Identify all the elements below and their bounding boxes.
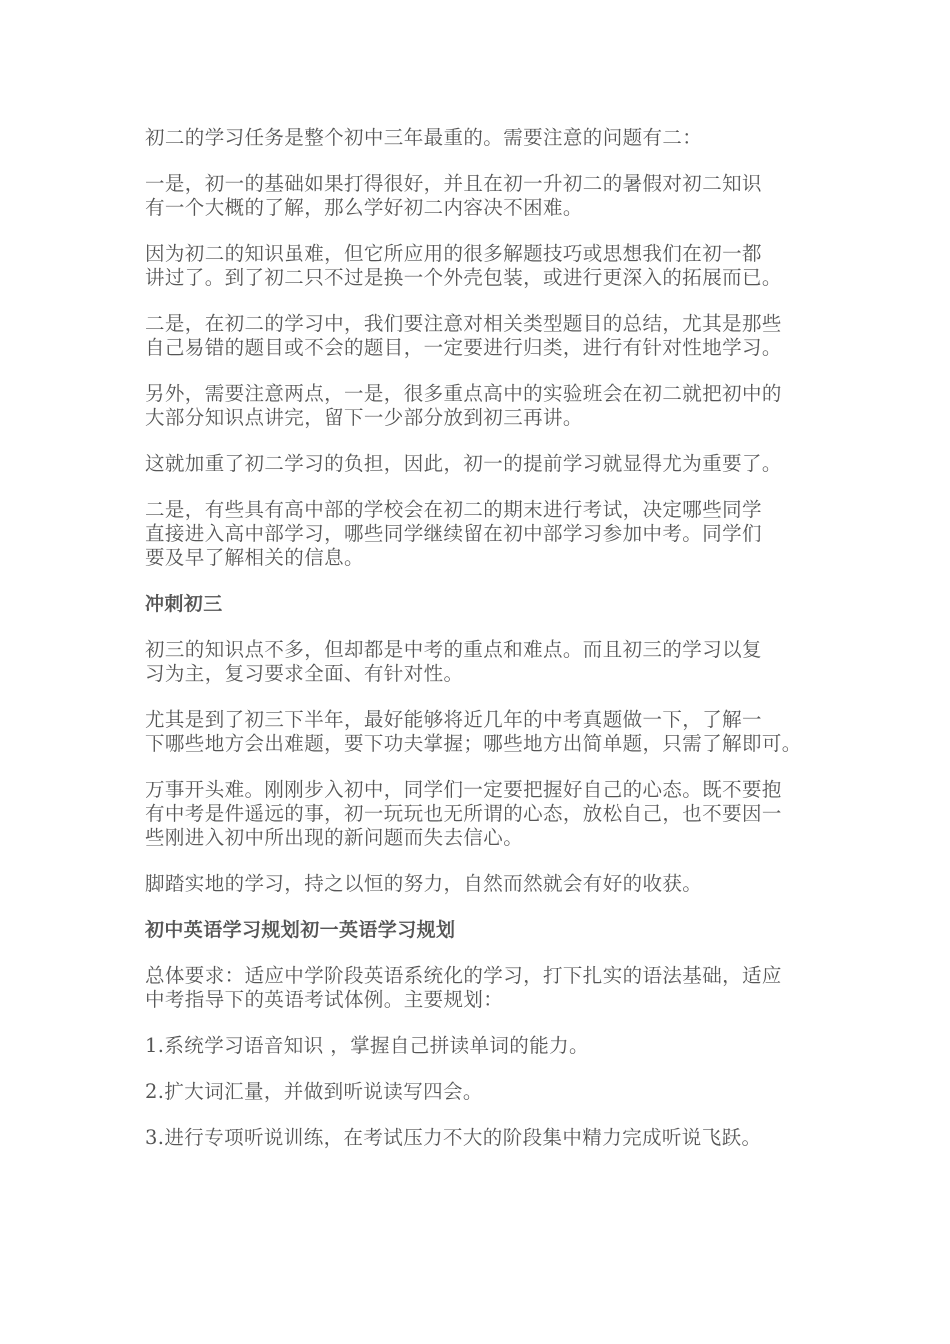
text-line: 3.进行专项听说训练，在考试压力不大的阶段集中精力完成听说飞跃。 <box>145 1126 762 1149</box>
text-line: 有一个大概的了解，那么学好初二内容决不困难。 <box>145 196 583 219</box>
paragraph <box>145 708 815 756</box>
text-line: 2.扩大词汇量，并做到听说读写四会。 <box>145 1080 483 1103</box>
text-line: 要及早了解相关的信息。 <box>145 546 364 569</box>
text-line: 讲过了。到了初二只不过是换一个外壳包装，或进行更深入的拓展而已。 <box>145 266 782 289</box>
text-line: 初二的学习任务是整个初中三年最重的。需要注意的问题有二： <box>145 126 703 149</box>
paragraph <box>145 172 815 220</box>
text-line: 1.系统学习语音知识 ，掌握自己拼读单词的能力。 <box>145 1034 589 1057</box>
text-line: 另外，需要注意两点，一是，很多重点高中的实验班会在初二就把初中的 <box>145 382 782 405</box>
text-line: 有中考是件遥远的事，初一玩玩也无所谓的心态，放松自己，也不要因一 <box>145 802 782 825</box>
text-line: 初三的知识点不多，但却都是中考的重点和难点。而且初三的学习以复 <box>145 638 762 661</box>
text-line: 自己易错的题目或不会的题目，一定要进行归类，进行有针对性地学习。 <box>145 336 782 359</box>
document-body <box>145 126 815 1172</box>
text-line: 大部分知识点讲完，留下一少部分放到初三再讲。 <box>145 406 583 429</box>
paragraph <box>145 452 815 476</box>
paragraph <box>145 964 815 1012</box>
text-line: 脚踏实地的学习，持之以恒的努力，自然而然就会有好的收获。 <box>145 872 703 895</box>
text-line: 下哪些地方会出难题，要下功夫掌握；哪些地方出简单题，只需了解即可。 <box>145 732 802 755</box>
paragraph <box>145 498 815 570</box>
paragraph <box>145 638 815 686</box>
section-heading: 初中英语学习规划初一英语学习规划 <box>145 919 456 941</box>
paragraph <box>145 872 815 896</box>
list-item <box>145 1126 815 1150</box>
text-line: 因为初二的知识虽难，但它所应用的很多解题技巧或思想我们在初一都 <box>145 242 762 265</box>
text-line: 习为主，复习要求全面、有针对性。 <box>145 662 464 685</box>
text-line: 万事开头难。刚刚步入初中，同学们一定要把握好自己的心态。既不要抱 <box>145 778 782 801</box>
paragraph <box>145 382 815 430</box>
list-item <box>145 1034 815 1058</box>
text-line: 一是，初一的基础如果打得很好，并且在初一升初二的暑假对初二知识 <box>145 172 762 195</box>
text-line: 总体要求：适应中学阶段英语系统化的学习，打下扎实的语法基础，适应 <box>145 964 782 987</box>
text-line: 二是，有些具有高中部的学校会在初二的期末进行考试，决定哪些同学 <box>145 498 762 521</box>
paragraph <box>145 242 815 290</box>
section-heading: 冲刺初三 <box>145 593 223 615</box>
text-line: 尤其是到了初三下半年，最好能够将近几年的中考真题做一下，了解一 <box>145 708 762 731</box>
text-line: 直接进入高中部学习，哪些同学继续留在初中部学习参加中考。同学们 <box>145 522 762 545</box>
list-item <box>145 1080 815 1104</box>
text-line: 中考指导下的英语考试体例。主要规划： <box>145 988 504 1011</box>
paragraph <box>145 126 815 150</box>
paragraph <box>145 312 815 360</box>
paragraph <box>145 778 815 850</box>
text-line: 些刚进入初中所出现的新问题而失去信心。 <box>145 826 524 849</box>
text-line: 这就加重了初二学习的负担，因此，初一的提前学习就显得尤为重要了。 <box>145 452 782 475</box>
text-line: 二是，在初二的学习中，我们要注意对相关类型题目的总结，尤其是那些 <box>145 312 782 335</box>
